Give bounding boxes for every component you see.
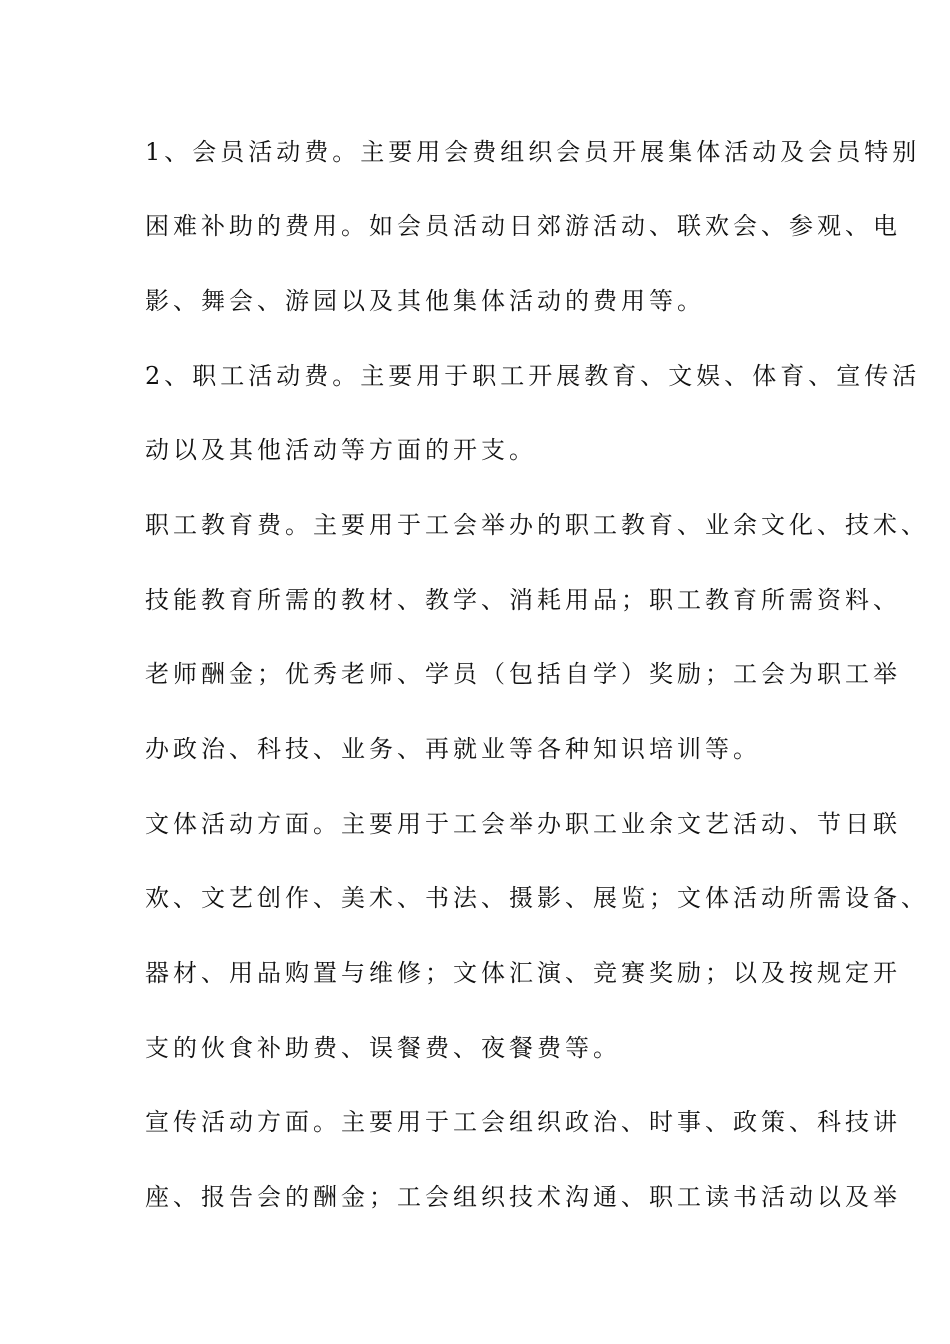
text-line: 动以及其他活动等方面的开支。 <box>145 436 537 464</box>
text-line: 支的伙食补助费、误餐费、夜餐费等。 <box>145 1034 621 1062</box>
text-line: 职工教育费。主要用于工会举办的职工教育、业余文化、技术、 <box>145 511 929 539</box>
text-line: 文体活动方面。主要用于工会举办职工业余文艺活动、节日联 <box>145 810 901 838</box>
text-line: 1、会员活动费。主要用会费组织会员开展集体活动及会员特别 <box>145 138 921 166</box>
text-line: 技能教育所需的教材、教学、消耗用品；职工教育所需资料、 <box>145 586 901 614</box>
text-line: 老师酬金；优秀老师、学员（包括自学）奖励；工会为职工举 <box>145 660 901 688</box>
text-line: 影、舞会、游园以及其他集体活动的费用等。 <box>145 287 705 315</box>
text-line: 欢、文艺创作、美术、书法、摄影、展览；文体活动所需设备、 <box>145 884 929 912</box>
text-line: 办政治、科技、业务、再就业等各种知识培训等。 <box>145 735 761 763</box>
text-line: 2、职工活动费。主要用于职工开展教育、文娱、体育、宣传活 <box>145 362 921 390</box>
text-line: 器材、用品购置与维修；文体汇演、竞赛奖励；以及按规定开 <box>145 959 901 987</box>
text-line: 座、报告会的酬金；工会组织技术沟通、职工读书活动以及举 <box>145 1183 901 1211</box>
text-line: 宣传活动方面。主要用于工会组织政治、时事、政策、科技讲 <box>145 1108 901 1136</box>
text-line: 困难补助的费用。如会员活动日郊游活动、联欢会、参观、电 <box>145 212 901 240</box>
